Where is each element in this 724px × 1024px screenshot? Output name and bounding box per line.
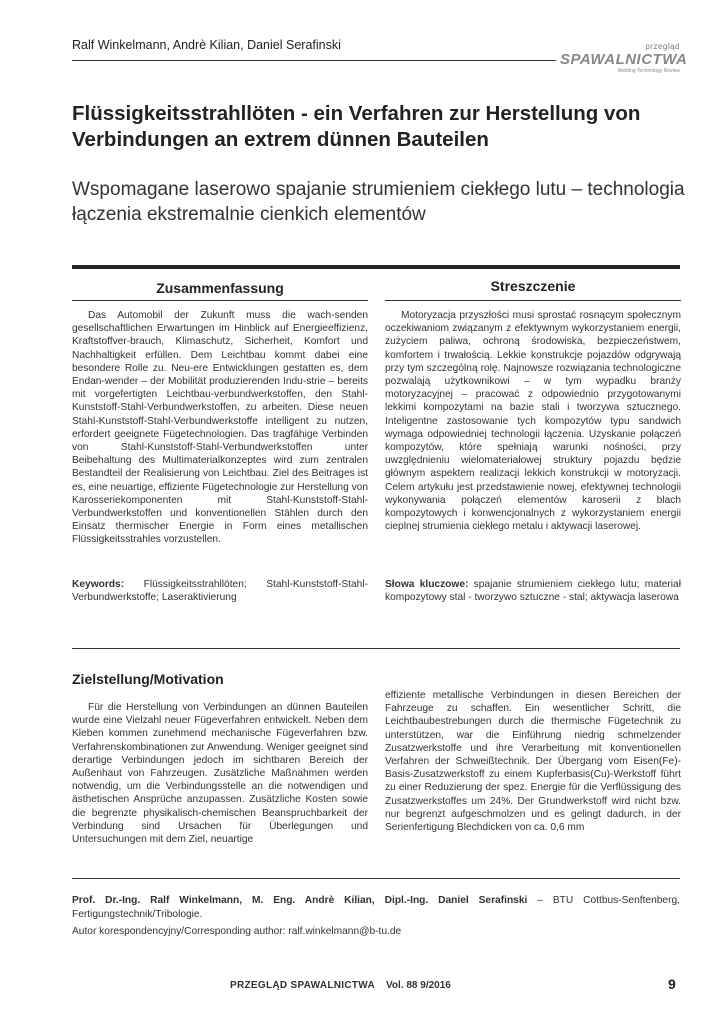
keywords-polish-value: spajanie strumieniem ciekłego lutu; materiał kompozytowy stal - tworzywo sztuczne - stal; aktywacja laserowa xyxy=(385,579,681,604)
corresponding-author: Autor korespondencyjny/Corresponding author: ralf.winkelmann@b-tu.de xyxy=(72,926,402,937)
section-heading: Zielstellung/Motivation xyxy=(72,671,224,687)
abstract-german-text xyxy=(72,309,368,547)
header-authors: Ralf Winkelmann, Andrè Kilian, Daniel Serafinski xyxy=(72,38,341,52)
logo-sub-text: Welding Technology Review xyxy=(617,68,680,74)
journal-logo xyxy=(560,42,688,78)
abstract-end-divider xyxy=(72,648,680,649)
footer-divider xyxy=(72,878,680,879)
keywords-polish xyxy=(385,578,681,604)
affiliation-names: Prof. Dr.-Ing. Ralf Winkelmann, M. Eng. Andrè Kilian, Dipl.-Ing. Daniel Serafinski xyxy=(72,895,528,906)
abstract-german-rule xyxy=(72,300,368,301)
abstract-polish-rule xyxy=(385,300,681,301)
keywords-german-value: Flüssigkeitsstrahllöten; Stahl-Kunststoff-Stahl-Verbundwerkstoffe; Laseraktivierung xyxy=(72,579,368,604)
keywords-german xyxy=(72,578,368,604)
keywords-polish-label: Słowa kluczowe: xyxy=(385,579,469,590)
abstract-german-heading: Zusammenfassung xyxy=(156,280,284,296)
title-polish: Wspomagane laserowo spajanie strumieniem ciekłego lutu – technologia łączenia ekstremalnie cienkich elementów xyxy=(72,179,685,225)
title-divider xyxy=(72,265,680,269)
body-column-right xyxy=(385,689,681,834)
journal-volume: Vol. 88 9/2016 xyxy=(386,980,451,991)
logo-main-text: SPAWALNICTWA xyxy=(560,51,688,68)
journal-name: PRZEGLĄD SPAWALNICTWA xyxy=(230,980,376,991)
keywords-german-label: Keywords: xyxy=(72,579,125,590)
page-number: 9 xyxy=(668,976,676,992)
abstract-polish-text xyxy=(385,309,681,533)
body-column-left xyxy=(72,701,368,846)
title-german: Flüssigkeitsstrahllöten - ein Verfahren zur Herstellung von Verbindungen an extrem dünnen Bauteilen xyxy=(72,102,641,151)
affiliation-org: – BTU Cottbus-Senftenberg, Fertigungstechnik/Tribologie. xyxy=(72,895,680,920)
body-left-paragraph: Für die Herstellung von Verbindungen an dünnen Bauteilen wurde eine Vielzahl neuer Fügeverfahren entwickelt. Neben dem Kleben kommen zunehmend mechanische Fügeverfahren bzw. Verfahrenskombinationen zur Anwendung. Weniger geeignet sind derartige Verbindungen jedoch im sichtbaren Bereich der Außenhaut von Fahrzeugen. Zusätzliche Maßnahmen werden notwendig, um die Verbindungsstelle an die notwendigen und ästhetischen Ansprüche anzupassen. Zusätzliche Kosten sowie die begrenzte physikalisch-chemischen Beanspruchbarkeit der Verbindung sind Ursachen für Überlegungen und Untersuchungen mit dem Ziel, neuartige xyxy=(72,702,368,846)
header-divider xyxy=(72,60,556,61)
abstract-polish-paragraph: Motoryzacja przyszłości musi sprostać rosnącym społecznym oczekiwaniom związanym z efektywnym wykorzystaniem energii, zużyciem paliwa, ochroną środowiska, bezpieczeństwem, komfortem i trwałością. Lekkie konstrukcje pojazdów odgrywają przy tym szczególną rolę. Najnowsze rozwiązania technologiczne pozwalają użytkownikowi – w tym wypadku branży motoryzacyjnej – pracować z odpowiednio przygotowanymi lekkimi kompozytami na bazie stali i tworzywa sztucznego. Inteligentne zastosowanie tych kompozytów typu sandwich wymaga odpowiedniej technologii łączenia. Uzyskanie połączeń kompozytów, które spełniają warunki nośności, przy uwzględnieniu wielomateriałowej struktury pojazdu będzie głównym aspektem realizacji lekkich konstrukcji w motoryzacji. Celem artykułu jest przedstawienie nowej, efektywnej technologii wykonywania połączeń elementów karoserii z blach kompozytowych i konwencjonalnych z wykorzystaniem energii cieplnej strumienia ciekłego metalu i aktywacji laserowej. xyxy=(385,310,681,533)
abstract-polish-heading: Streszczenie xyxy=(490,278,576,294)
abstract-german-paragraph: Das Automobil der Zukunft muss die wach-senden gesellschaftlichen Erwartungen im Hinblick auf Energieeffizienz, Kraftstoffver-brauch, Klimaschutz, Sicherheit, Komfort und Nachhaltigkeit erfüllen. Dem Leichtbau kommt dabei eine besondere Rolle zu. Neu-ere Entwicklungen gestatten es, dem Endan-wender – der Mobilität produzierenden Indu-strie – bereits mit vorgefertigten Leichtbau-verbundwerkstoffen, den Stahl-Kunststoff-Stahl-Verbundwerkstoffen, zu arbeiten. Diese neuen Stahl-Kunststoff-Stahl-Verbundwerkstoffe intelligent zu nutzen, erfordert geeignete Fügetechnologien. Das tragfähige Verbinden von Stahl-Kunststoff-Stahl-Verbundwerkstoffen unter Beibehaltung des Multimaterialkonzeptes wird zum zentralen Bestandteil der Realisierung von Leichtbau. Ziel des Beitrages ist es, eine neuartige, effiziente Fügetechnologie zur Herstellung von Karosseriekomponenten mit Stahl-Kunststoff-Stahl-Verbundwerkstoffen und konventionellen Stählen durch den Einsatz thermischer Energie in Form eines metallischen Flüssigkeitsstrahles vorzustellen. xyxy=(72,310,369,546)
body-right-paragraph: effiziente metallische Verbindungen in diesen Bereichen der Fahrzeuge zu schaffen. Ein wesentlicher Schritt, die Leichtbaubestrebungen durch die thermische Fügetechnik zu unterstützen, war die Einführung niedrig schmelzender Zusatzwerkstoffe und ihre Verarbeitung mit konventionellen Verfahren der Schweißtechnik. Der Übergang vom Eisen(Fe)-Basis-Zusatzwerkstoff zu einem Kupferbasis(Cu)-Werkstoff führt zu einer Reduzierung der spez. Energie für die Verflüssigung des Zusatzwerkstoffes um 24%. Der Grundwerkstoff wird nicht bzw. nur begrenzt aufgeschmolzen und es gelingt dadurch, in der Serienfertigung Blechdicken von ca. 0,6 mm xyxy=(385,690,681,834)
logo-top-text: przegląd xyxy=(645,42,680,51)
author-affiliation xyxy=(72,894,680,922)
